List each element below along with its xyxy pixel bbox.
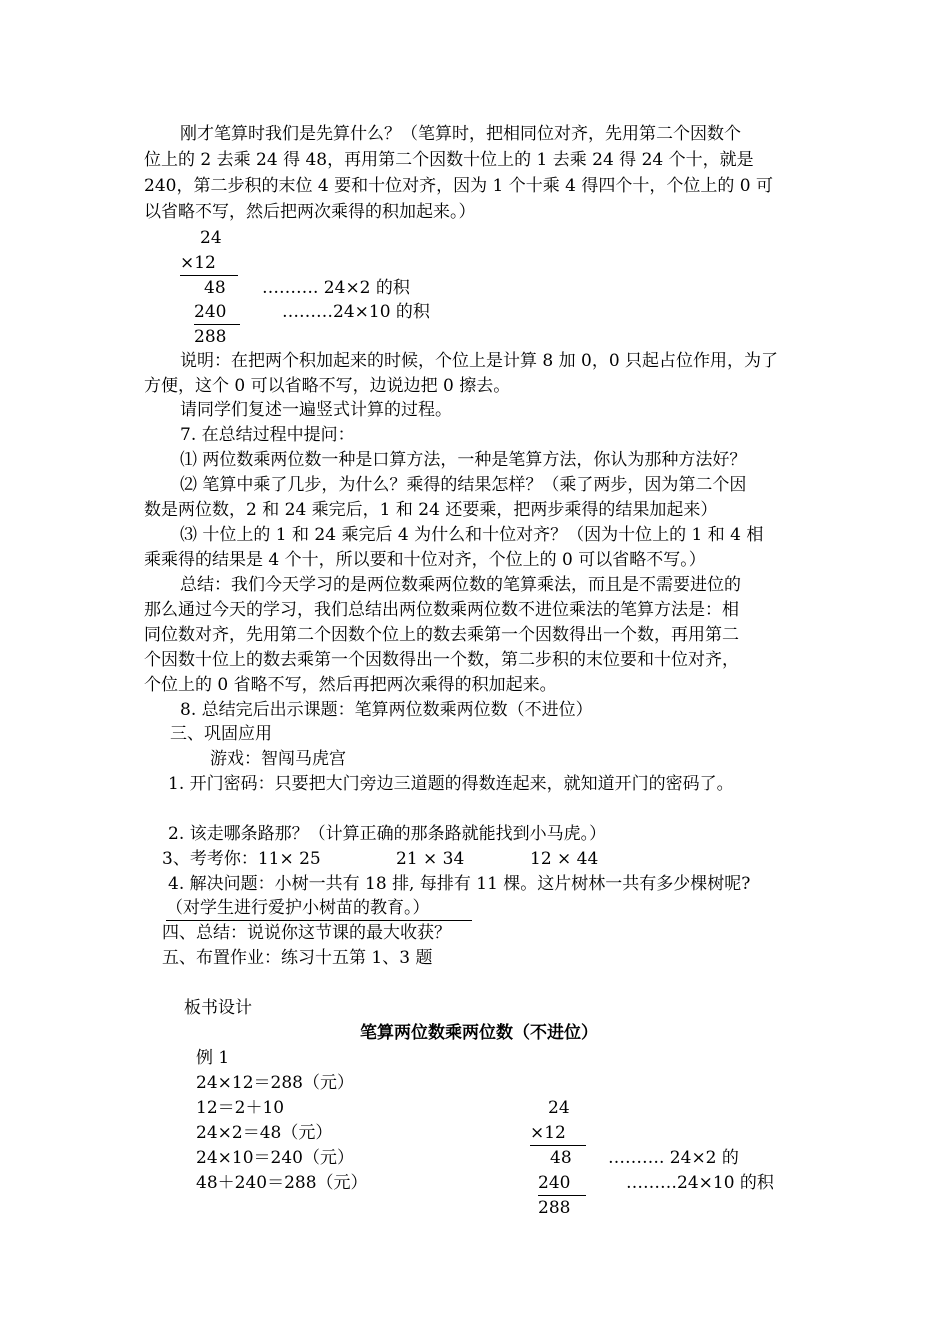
question-1: ⑴ 两位数乘两位数一种是口算方法，一种是笔算方法，你认为那种方法好？ xyxy=(180,450,747,470)
summary-line-1: 总结：我们今天学习的是两位数乘两位数的笔算乘法，而且是不需要进位的 xyxy=(180,575,741,595)
board-left-line-6: 48＋240＝288（元） xyxy=(196,1173,368,1193)
summary-line-5: 个位上的 0 省略不写，然后再把两次乘得的积加起来。 xyxy=(144,675,557,695)
exercise-1: 1. 开门密码：只要把大门旁边三道题的得数连起来，就知道开门的密码了。 xyxy=(168,774,734,794)
board-label: 板书设计 xyxy=(184,998,252,1018)
calc2-result: 288 xyxy=(538,1198,571,1218)
board-left-line-5: 24×10＝240（元） xyxy=(196,1148,354,1168)
board-title: 笔算两位数乘两位数（不进位） xyxy=(360,1023,598,1043)
para1-line-2: 位上的 2 去乘 24 得 48，再用第二个因数十位上的 1 去乘 24 得 24 个十，就是 xyxy=(144,150,754,170)
section-3-heading: 三、巩固应用 xyxy=(170,724,272,744)
exercise-3-a: 3、考考你：11× 25 xyxy=(162,849,321,869)
question-3-line-1: ⑶ 十位上的 1 和 24 乘完后 4 为什么和十位对齐？（因为十位上的 1 和 4 相 xyxy=(180,525,764,545)
exercise-4: 4. 解决问题：小树一共有 18 排, 每排有 11 棵。这片树林一共有多少棵树呢? xyxy=(168,874,751,894)
calc1-partial-1: 48 xyxy=(204,278,226,298)
question-2-line-1: ⑵ 笔算中乘了几步，为什么？乘得的结果怎样？（乘了两步，因为第二个因 xyxy=(180,475,747,495)
calc1-partial-2-note: ………24×10 的积 xyxy=(282,302,430,322)
retell-text: 请同学们复述一遍竖式计算的过程。 xyxy=(180,400,452,420)
summary-line-4: 个因数十位上的数去乘第一个因数得出一个数，第二步积的末位要和十位对齐， xyxy=(144,650,739,670)
calc2-partial-1-note: ………. 24×2 的 xyxy=(608,1148,739,1168)
question-2-line-2: 数是两位数，2 和 24 乘完后，1 和 24 还要乘，把两步乘得的结果加起来） xyxy=(144,500,718,520)
para1-line-3: 240，第二步积的末位 4 要和十位对齐，因为 1 个十乘 4 得四个十，个位上的 0 可 xyxy=(144,176,773,196)
para1-line-4: 以省略不写，然后把两次乘得的积加起来。） xyxy=(144,202,476,222)
calc2-top: 24 xyxy=(548,1098,570,1118)
board-left-line-4: 24×2＝48（元） xyxy=(196,1123,333,1143)
calc1-partial-1-note: ………. 24×2 的积 xyxy=(262,278,410,298)
board-left-line-1: 例 1 xyxy=(196,1048,230,1068)
question-3-line-2: 乘乘得的结果是 4 个十，所以要和十位对齐，个位上的 0 可以省略不写。） xyxy=(144,550,706,570)
exercise-4-note: （对学生进行爱护小树苗的教育。） xyxy=(166,896,472,921)
exercise-2: 2. 该走哪条路那？（计算正确的那条路就能找到小马虎。） xyxy=(168,824,607,844)
calc2-partial-2: 240 xyxy=(538,1171,586,1196)
note-line-1: 说明：在把两个积加起来的时候，个位上是计算 8 加 0，0 只起占位作用，为了 xyxy=(180,351,779,371)
question-heading: 7. 在总结过程中提问： xyxy=(180,425,355,445)
calc1-partial-2: 240 xyxy=(194,300,240,325)
calc1-multiplier: ×12 xyxy=(180,251,238,276)
game-title: 游戏：智闯马虎宫 xyxy=(210,749,346,769)
calc1-top: 24 xyxy=(200,228,222,248)
note-line-2: 方便，这个 0 可以省略不写，边说边把 0 擦去。 xyxy=(144,376,511,396)
board-left-line-3: 12＝2＋10 xyxy=(196,1098,285,1118)
exercise-3-b: 21 × 34 xyxy=(396,849,465,869)
section-5-heading: 五、布置作业：练习十五第 1、3 题 xyxy=(162,948,433,968)
item-8: 8. 总结完后出示课题：笔算两位数乘两位数（不进位） xyxy=(180,700,593,720)
exercise-3-c: 12 × 44 xyxy=(530,849,599,869)
summary-line-3: 同位数对齐，先用第二个因数个位上的数去乘第一个因数得出一个数，再用第二 xyxy=(144,625,739,645)
calc1-result: 288 xyxy=(194,327,227,347)
section-4-heading: 四、总结：说说你这节课的最大收获？ xyxy=(162,923,451,943)
calc2-multiplier: ×12 xyxy=(530,1121,586,1146)
calc2-partial-2-note: ………24×10 的积 xyxy=(626,1173,774,1193)
summary-line-2: 那么通过今天的学习，我们总结出两位数乘两位数不进位乘法的笔算方法是：相 xyxy=(144,600,739,620)
para1-line-1: 刚才笔算时我们是先算什么？（笔算时，把相同位对齐，先用第二个因数个 xyxy=(180,124,741,144)
calc2-partial-1: 48 xyxy=(550,1148,572,1168)
board-left-line-2: 24×12＝288（元） xyxy=(196,1073,354,1093)
